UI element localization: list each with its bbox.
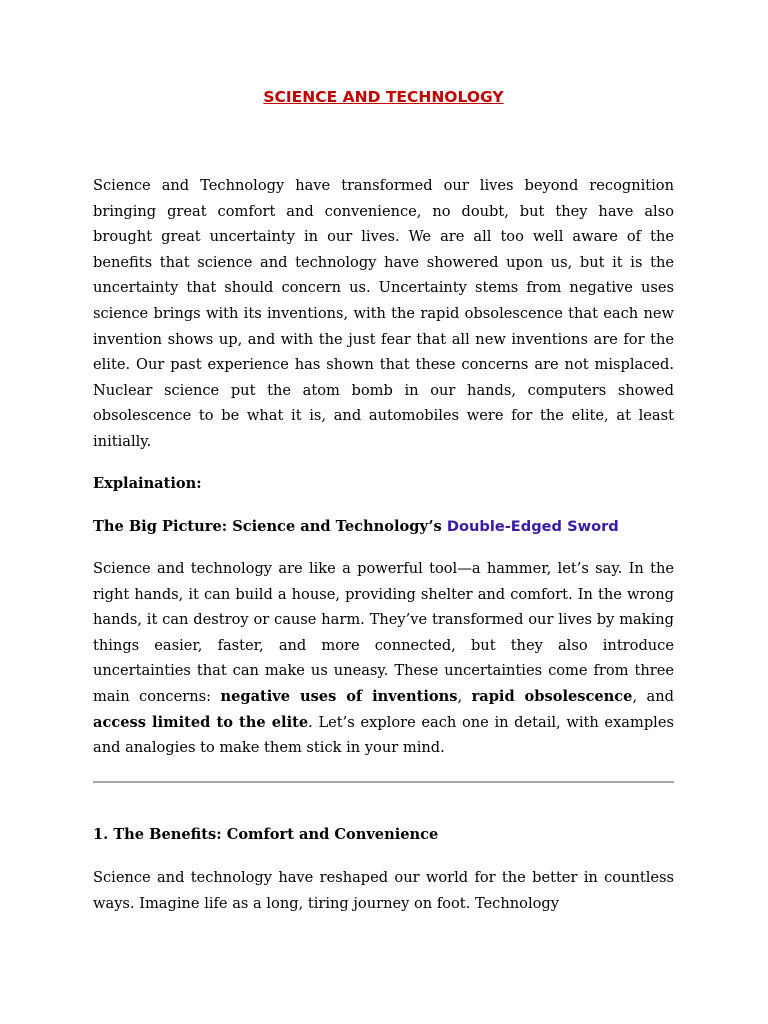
section1-paragraph: Science and technology have reshaped our world for the better in countless ways. Imagine life as a long, tiring journey on foot. Technology <box>93 869 674 912</box>
separator-2: , and <box>632 687 674 705</box>
big-picture-heading <box>93 514 674 540</box>
explanation-heading: Explaination: <box>93 475 202 492</box>
big-picture-text-part2: . Let’s explore each one in detail, with examples and analogies to make them stick in your mind. <box>93 713 674 757</box>
big-picture-heading-prefix: The Big Picture: Science and Technology’s <box>93 518 447 535</box>
intro-paragraph: Science and Technology have transformed our lives beyond recognition bringing great comfort and convenience, no doubt, but they have also brought great uncertainty in our lives. We are all too well aware of the benefits that science and technology have showered upon us, but it is the uncertainty that should concern us. Uncertainty stems from negative uses science brings with its inventions, with the rapid obsolescence that each new invention shows up, and with the just fear that all new inventions are for the elite. Our past experience has shown that these concerns are not misplaced. Nuclear science put the atom bomb in our hands, computers showed obsolescence to be what it is, and automobiles were for the elite, at least initially. <box>93 177 674 450</box>
bold-negative-uses: negative uses of inventions <box>220 687 458 705</box>
big-picture-text-part1: Science and technology are like a powerful tool—a hammer, let’s say. In the right hands, it can build a house, providing shelter and comfort. In the wrong hands, it can destroy or cause harm. They’ve transformed our lives by making things easier, faster, and more connected, but they also introduce uncertainties that can make us uneasy. These uncertainties come from three main concerns: <box>93 560 674 705</box>
section1-heading: 1. The Benefits: Comfort and Convenience <box>93 826 439 843</box>
bold-access-elite: access limited to the elite <box>93 713 309 731</box>
big-picture-paragraph <box>93 556 674 761</box>
bold-rapid-obsolescence: rapid obsolescence <box>471 687 633 705</box>
horizontal-divider <box>93 781 674 783</box>
big-picture-heading-accent: Double-Edged Sword <box>446 518 619 535</box>
document-title: SCIENCE AND TECHNOLOGY <box>263 88 504 106</box>
separator-1: , <box>457 687 472 705</box>
